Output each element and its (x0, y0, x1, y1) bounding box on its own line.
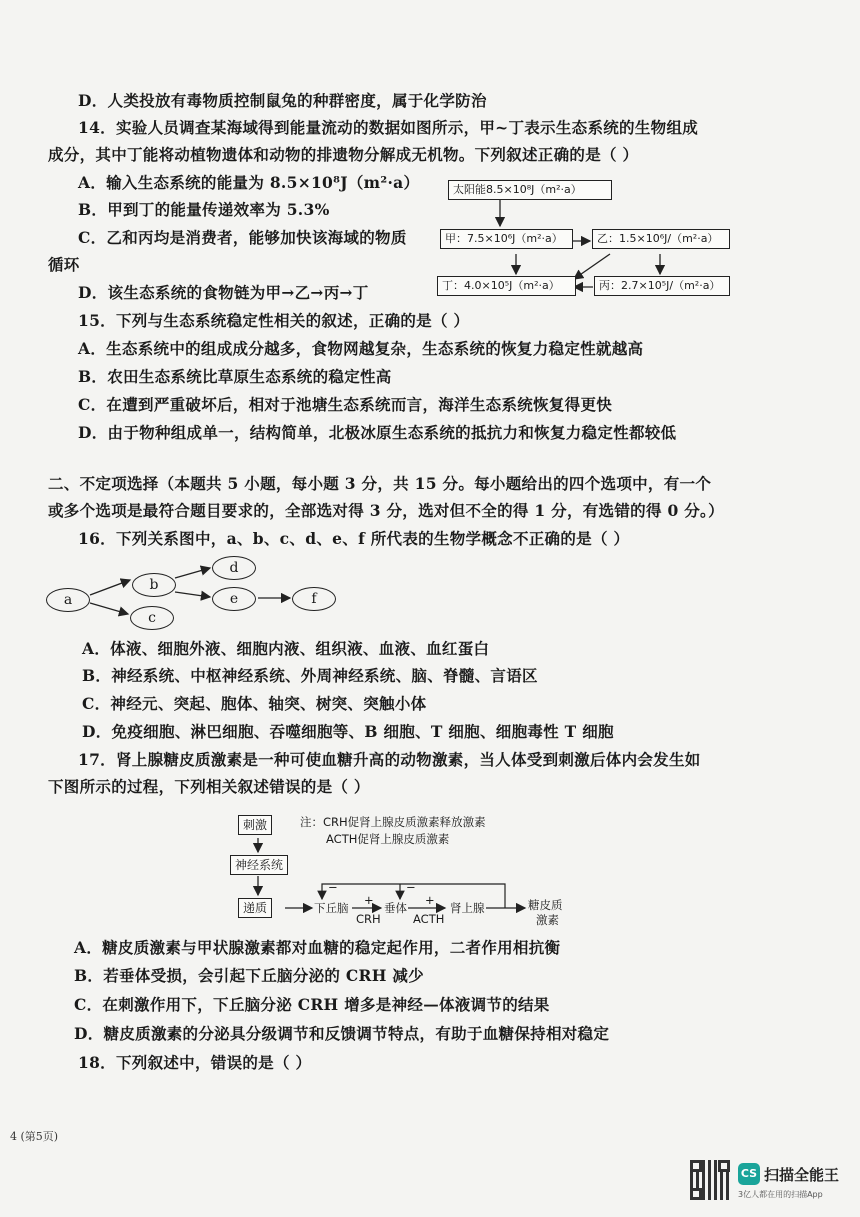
page-number-fragment: 4 (第5页) (10, 1130, 59, 1143)
arrow-b-d (175, 568, 210, 578)
q16-option-a: A．体液、细胞外液、细胞内液、组织液、血液、血红蛋白 (82, 639, 490, 658)
q16-option-d: D．免疫细胞、淋巴细胞、吞噬细胞等、B 细胞、T 细胞、细胞毒性 T 细胞 (82, 722, 614, 741)
hormone-box-stimulus: 刺激 (238, 815, 272, 835)
brand-name: 扫描全能王 (764, 1166, 840, 1184)
energy-box-yi: 乙：1.5×10⁶J/（m²·a） (592, 229, 730, 249)
q15-option-b: B．农田生态系统比草原生态系统的稳定性高 (78, 367, 392, 386)
arrow-a-b (90, 580, 130, 595)
energy-box-ding: 丁：4.0×10⁵J（m²·a） (437, 276, 576, 296)
q15-option-a: A．生态系统中的组成成分越多，食物网越复杂，生态系统的恢复力稳定性就越高 (78, 339, 644, 358)
q13-option-d: D．人类投放有毒物质控制鼠兔的种群密度，属于化学防治 (78, 91, 487, 110)
q17-option-d: D．糖皮质激素的分泌具分级调节和反馈调节特点，有助于血糖保持相对稳定 (74, 1024, 610, 1043)
q14-option-b: B．甲到丁的能量传递效率为 5.3% (78, 200, 330, 219)
q17-stem-line1: 17．肾上腺糖皮质激素是一种可使血糖升高的动物激素，当人体受到刺激后体内会发生如 (78, 750, 701, 769)
camscanner-logo-icon: CS (738, 1163, 760, 1185)
hormone-glucocorticoid-line1: 糖皮质 (528, 898, 563, 912)
q17-option-a: A．糖皮质激素与甲状腺激素都对血糖的稳定起作用，二者作用相抗衡 (74, 938, 561, 957)
concept-node-a: a (46, 588, 90, 612)
q16-option-c: C．神经元、突起、胞体、轴突、树突、突触小体 (82, 694, 427, 713)
q14-option-a: A．输入生态系统的能量为 8.5×10⁸J（m²·a） (78, 173, 420, 192)
arrow-a-c (90, 603, 128, 614)
q16-stem: 16．下列关系图中，a、b、c、d、e、f 所代表的生物学概念不正确的是（ ） (78, 529, 630, 548)
q14-stem-line2: 成分，其中丁能将动植物遗体和动物的排遗物分解成无机物。下列叙述正确的是（ ） (48, 145, 639, 164)
concept-node-d: d (212, 556, 256, 580)
hormone-note-1: 注：CRH促肾上腺皮质激素释放激素 (300, 815, 486, 829)
concept-node-f: f (292, 587, 336, 611)
energy-box-bing: 丙：2.7×10⁵J/（m²·a） (594, 276, 730, 296)
q14-option-d: D．该生态系统的食物链为甲→乙→丙→丁 (78, 283, 369, 302)
hormone-acth: ACTH (413, 912, 445, 926)
hormone-note-2: ACTH促肾上腺皮质激素 (326, 832, 450, 846)
section2-header-line2: 或多个选项是最符合题目要求的，全部选对得 3 分，选对但不全的得 1 分，有选错的得 0 分。） (48, 501, 724, 520)
q14-option-c-line2: 循环 (48, 255, 80, 274)
hormone-plus-2: + (425, 893, 435, 907)
hormone-pituitary: 垂体 (384, 901, 407, 915)
hormone-box-transmitter: 递质 (238, 898, 272, 918)
qr-code (690, 1160, 730, 1200)
concept-node-c: c (130, 606, 174, 630)
hormone-plus-1: + (364, 893, 374, 907)
q15-option-d: D．由于物种组成单一，结构简单，北极冰原生态系统的抵抗力和恢复力稳定性都较低 (78, 423, 677, 442)
energy-box-jia: 甲：7.5×10⁶J（m²·a） (440, 229, 573, 249)
hormone-minus-1: − (328, 880, 338, 894)
energy-box-sun: 太阳能8.5×10⁸J（m²·a） (448, 180, 612, 200)
q15-stem: 15．下列与生态系统稳定性相关的叙述，正确的是（ ） (78, 311, 470, 330)
hormone-glucocorticoid-line2: 激素 (536, 913, 559, 927)
concept-node-e: e (212, 587, 256, 611)
hormone-crh: CRH (356, 912, 381, 926)
brand-tagline: 3亿人都在用的扫描App (738, 1190, 823, 1199)
q15-option-c: C．在遭到严重破坏后，相对于池塘生态系统而言，海洋生态系统恢复得更快 (78, 395, 613, 414)
hormone-hypothalamus: 下丘脑 (314, 901, 349, 915)
q17-stem-line2: 下图所示的过程，下列相关叙述错误的是（ ） (48, 777, 370, 796)
q17-option-b: B．若垂体受损，会引起下丘脑分泌的 CRH 减少 (74, 966, 424, 985)
q14-option-c-line1: C．乙和丙均是消费者，能够加快该海域的物质 (78, 228, 407, 247)
concept-node-b: b (132, 573, 176, 597)
q17-option-c: C．在刺激作用下，下丘脑分泌 CRH 增多是神经—体液调节的结果 (74, 995, 550, 1014)
q16-option-b: B．神经系统、中枢神经系统、外周神经系统、脑、脊髓、言语区 (82, 666, 538, 685)
hormone-minus-2: − (406, 880, 416, 894)
arrow-b-e (175, 592, 210, 597)
section2-header-line1: 二、不定项选择（本题共 5 小题，每小题 3 分，共 15 分。每小题给出的四个选项中，有一个 (48, 474, 712, 493)
q18-stem: 18．下列叙述中，错误的是（ ） (78, 1053, 312, 1072)
hormone-adrenal: 肾上腺 (450, 901, 485, 915)
hormone-box-nervous: 神经系统 (230, 855, 288, 875)
q14-stem-line1: 14．实验人员调查某海域得到能量流动的数据如图所示，甲~丁表示生态系统的生物组成 (78, 118, 699, 137)
